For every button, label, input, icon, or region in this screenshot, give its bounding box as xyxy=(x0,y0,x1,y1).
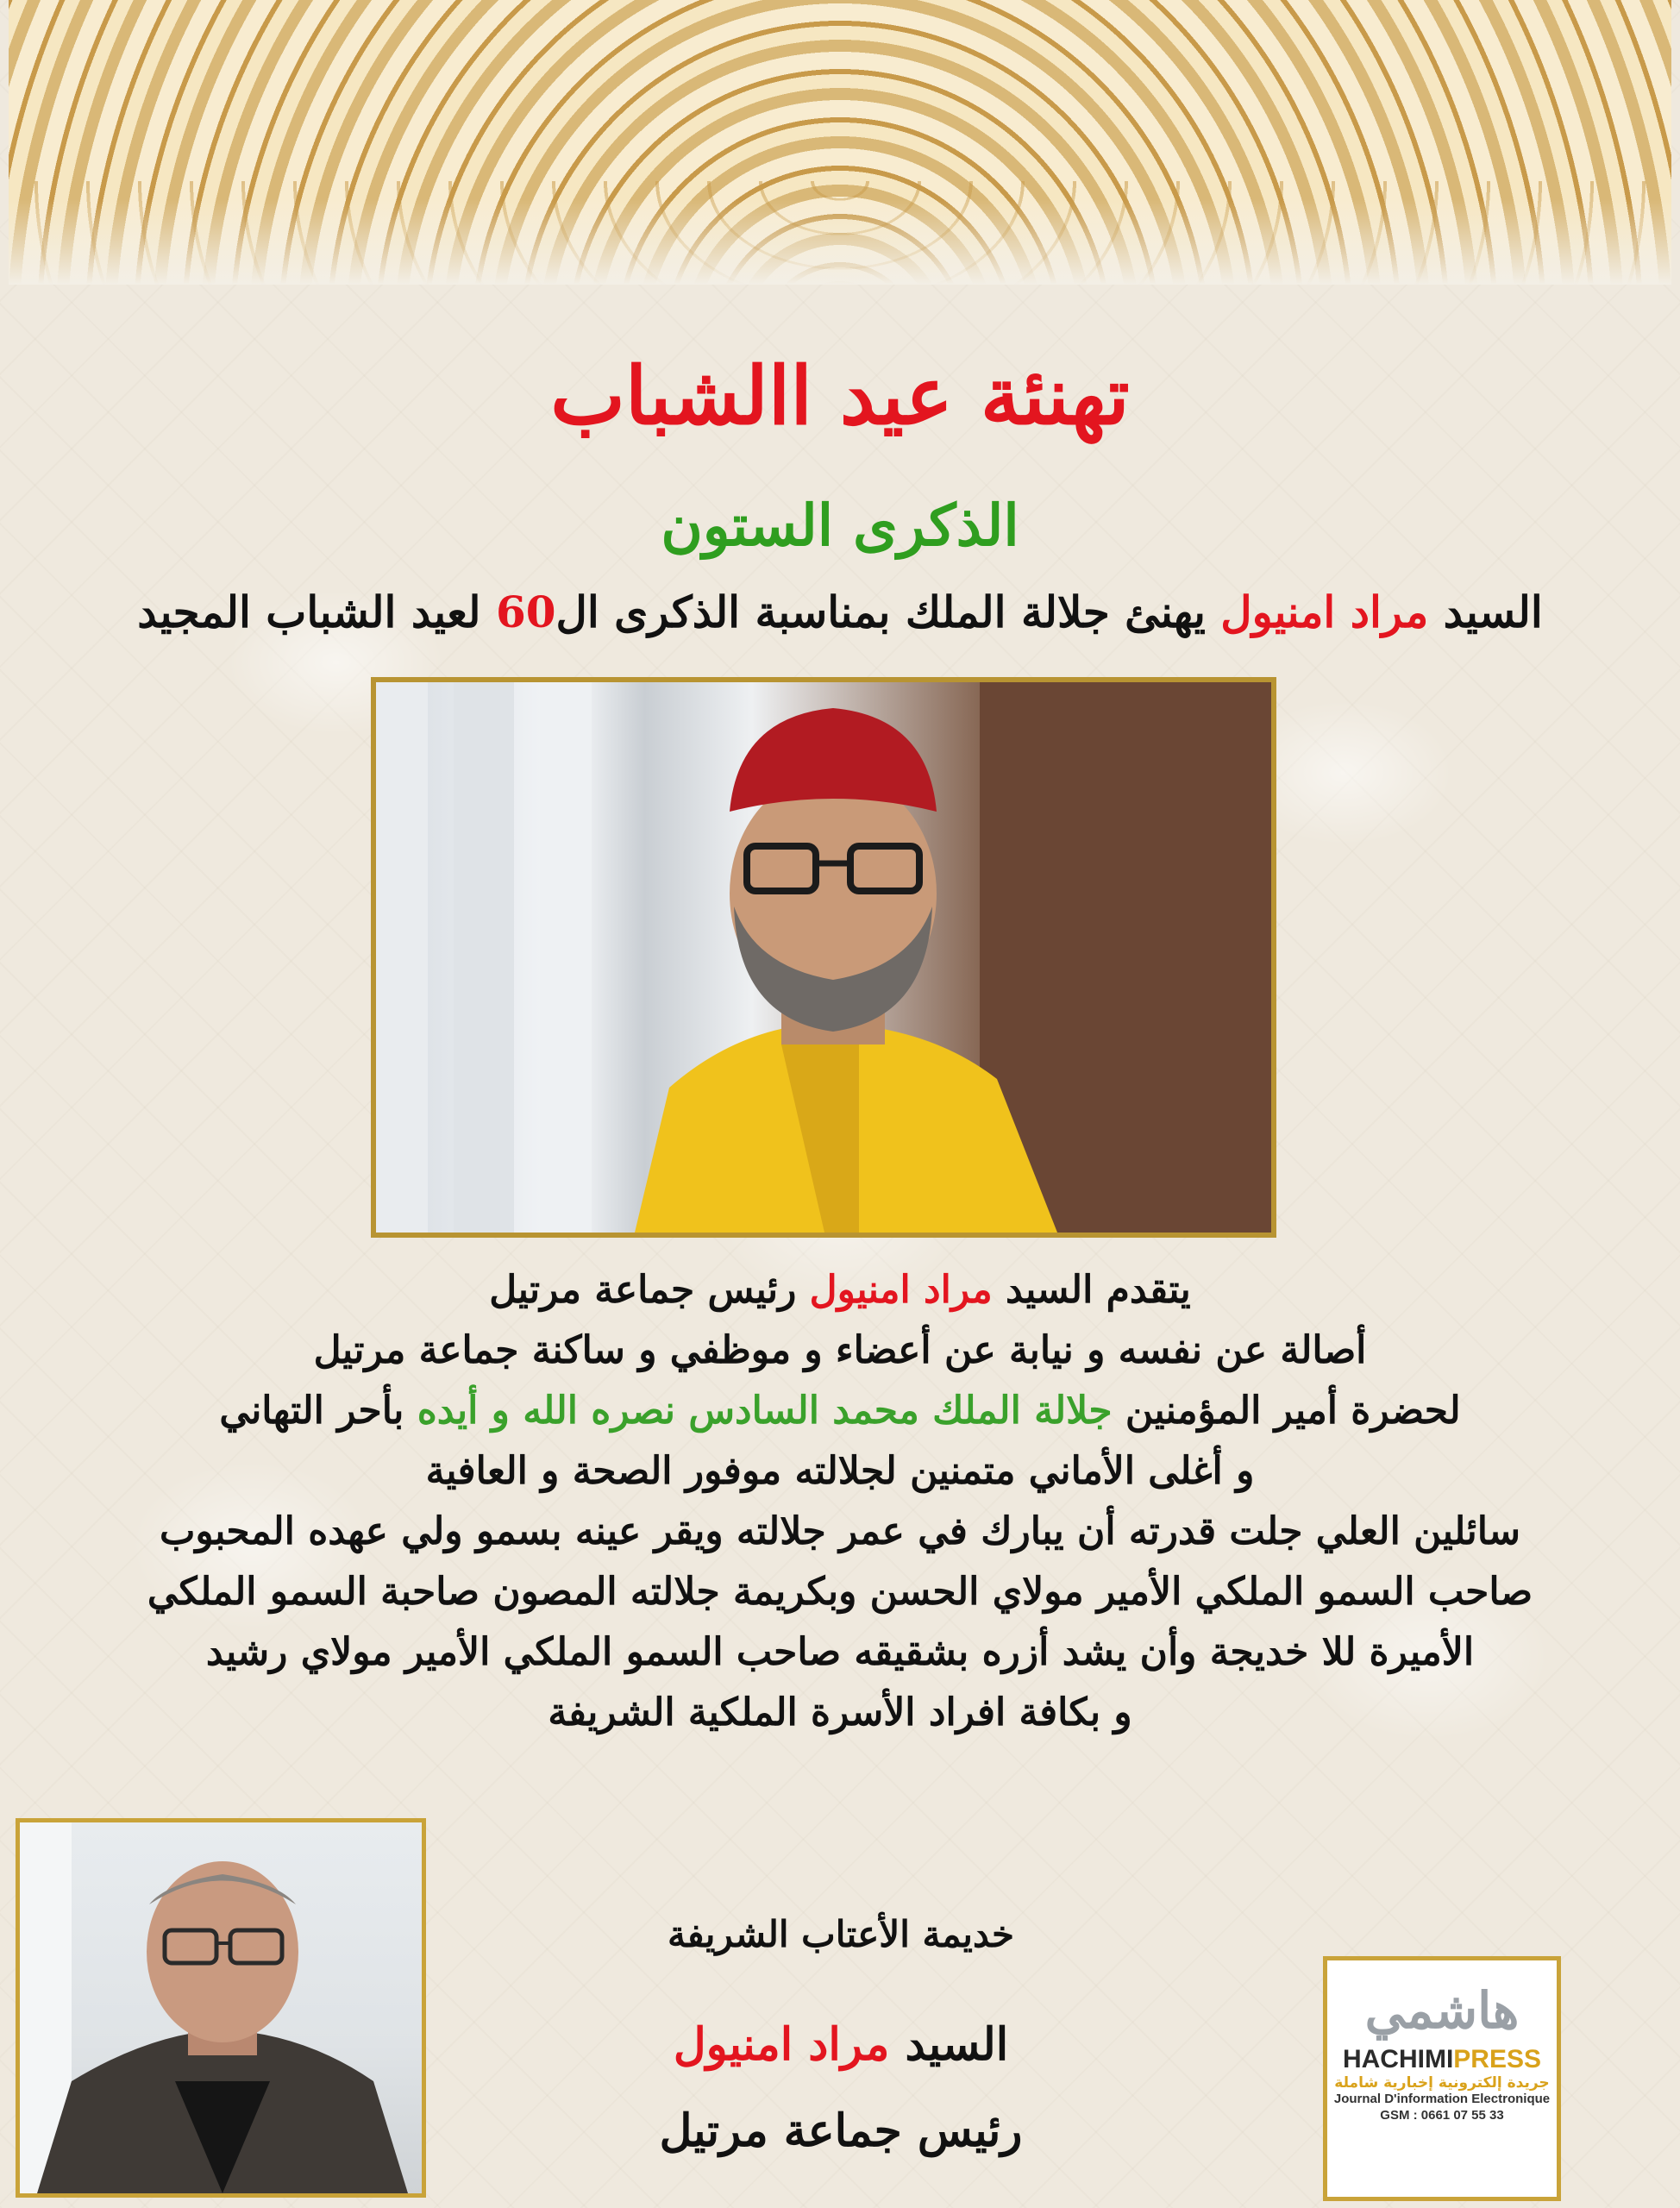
hachimi-press-logo xyxy=(1323,1956,1561,2201)
signoff-role: رئيس جماعة مرتيل xyxy=(659,2104,1023,2157)
line1-prefix: يتقدم السيد xyxy=(1006,1268,1191,1312)
headline-number: 60 xyxy=(495,586,556,637)
line3-suffix: بأحر التهاني xyxy=(219,1389,404,1433)
headline-suffix: لعيد الشباب المجيد xyxy=(137,586,481,637)
headline-prefix: السيد xyxy=(1443,586,1543,637)
message-line-8: و بكافة افراد الأسرة الملكية الشريفة xyxy=(548,1690,1132,1734)
logo-brand-b: PRESS xyxy=(1453,2045,1542,2073)
line1-suffix: رئيس جماعة مرتيل xyxy=(489,1268,797,1312)
message-line-4: و أغلى الأماني متمنين لجلالته موفور الصحة و العافية xyxy=(425,1449,1255,1493)
message-line-3 xyxy=(129,1384,1551,1438)
portrait-illustration xyxy=(376,682,1271,1233)
headline xyxy=(0,586,1680,637)
logo-brand xyxy=(1327,2045,1557,2074)
logo-arabic: هاشمي xyxy=(1364,1981,1520,2040)
message-line-6: صاحب السمو الملكي الأمير مولاي الحسن وبكريمة جلالته المصون صاحبة السمو الملكي xyxy=(147,1570,1533,1614)
top-ornament-banner xyxy=(9,0,1671,285)
king-portrait-photo xyxy=(371,677,1276,1238)
message-line-7: الأميرة للا خديجة وأن يشد أزره بشقيقه صاحب السمو الملكي الأمير مولاي رشيد xyxy=(205,1630,1475,1674)
signoff-prefix: السيد xyxy=(905,2018,1009,2071)
mayor-illustration xyxy=(20,1822,422,2193)
logo-gsm: GSM : 0661 07 55 33 xyxy=(1380,2108,1504,2123)
line1-name: مراد امنيول xyxy=(809,1268,993,1312)
signoff-name: مراد امنيول xyxy=(673,2018,890,2071)
logo-brand-a: HACHIMI xyxy=(1342,2045,1454,2073)
headline-name: مراد امنيول xyxy=(1220,586,1429,637)
message-line-5: سائلين العلي جلت قدرته أن يبارك في عمر جلالته ويقر عينه بسمو ولي عهده المحبوب xyxy=(160,1509,1520,1553)
mayor-portrait-photo xyxy=(16,1818,426,2198)
page-subtitle: الذكرى الستون xyxy=(661,492,1019,559)
signoff-name-line xyxy=(483,2018,1199,2071)
message-body xyxy=(129,1264,1551,1747)
message-line-2: أصالة عن نفسه و نيابة عن أعضاء و موظفي و ساكنة جماعة مرتيل xyxy=(313,1328,1367,1372)
signoff-service: خديمة الأعتاب الشريفة xyxy=(668,1913,1014,1955)
line3-prefix: لحضرة أمير المؤمنين xyxy=(1125,1389,1461,1433)
message-line-1 xyxy=(129,1264,1551,1317)
logo-tagline-ar: جريدة إلكترونية إخبارية شاملة xyxy=(1334,2074,1550,2092)
headline-middle: يهنئ جلالة الملك بمناسبة الذكرى ال xyxy=(555,586,1206,637)
page-title: تهنئة عيد االشباب xyxy=(550,349,1130,442)
logo-tagline-fr: Journal D'information Electronique xyxy=(1333,2092,1551,2106)
line3-king: جلالة الملك محمد السادس نصره الله و أيده xyxy=(417,1389,1113,1433)
